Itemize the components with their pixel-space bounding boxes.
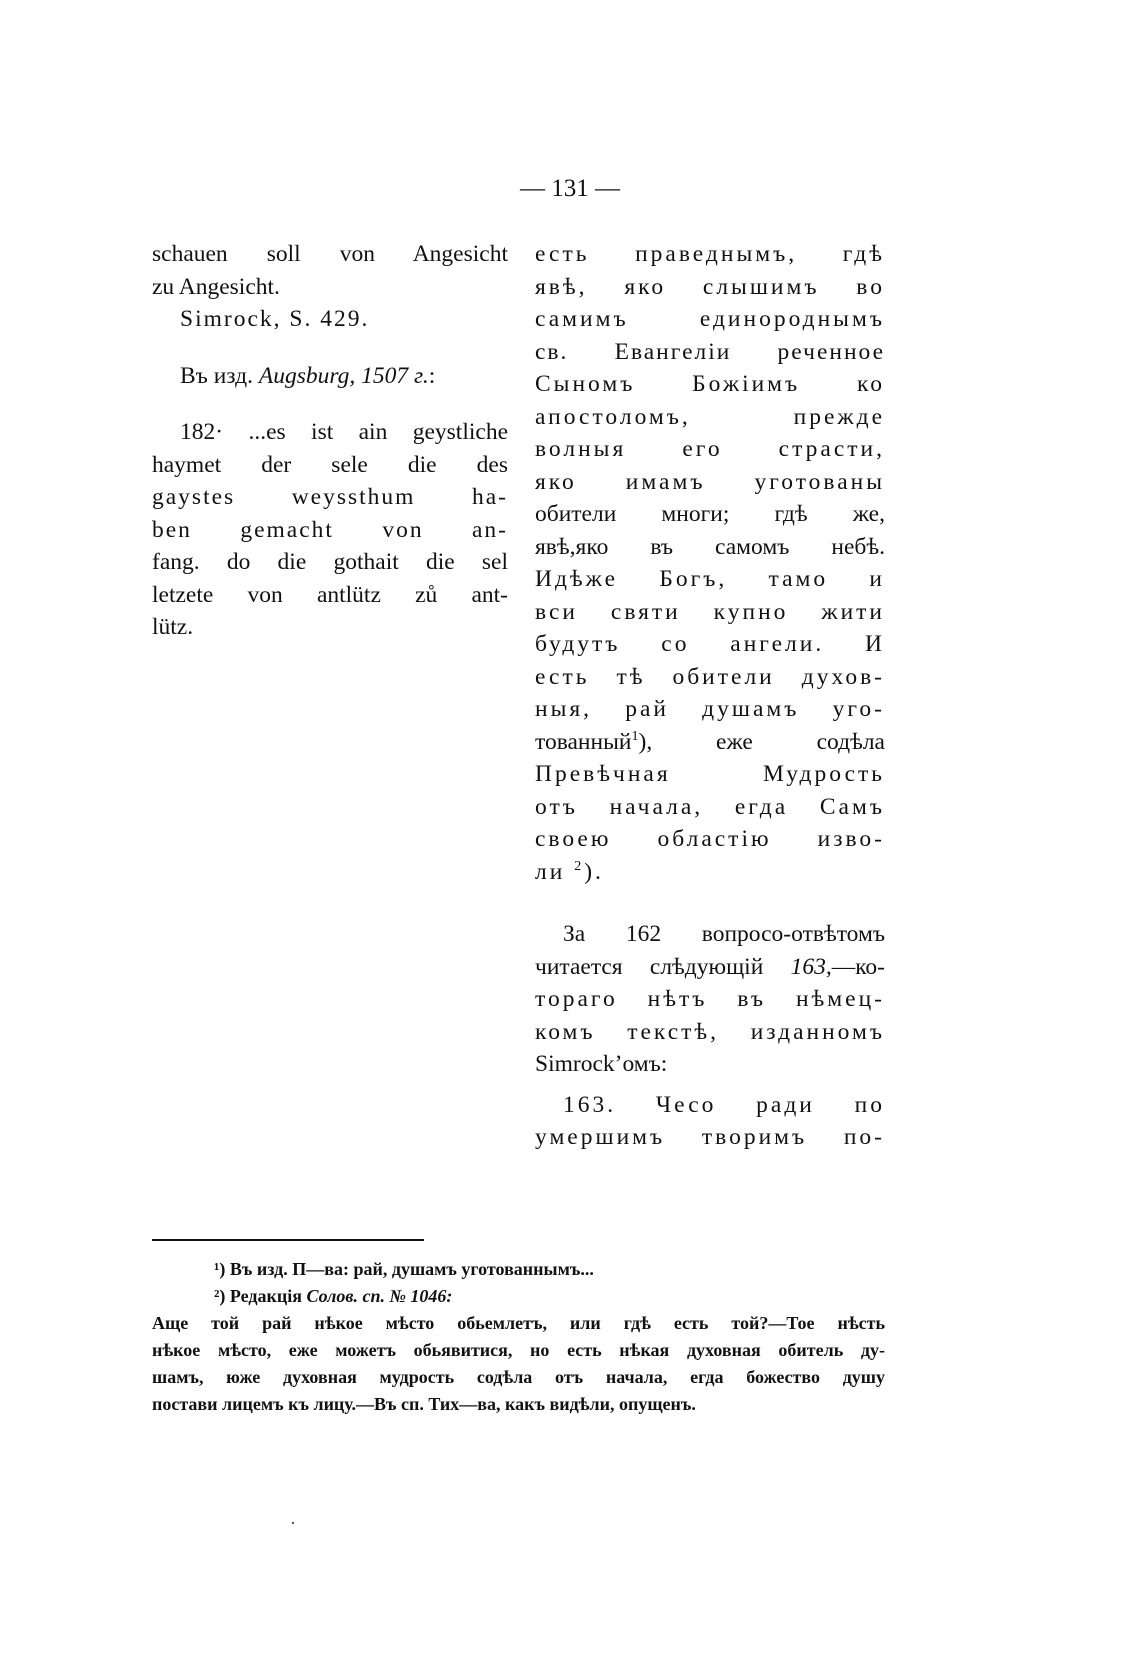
print-speck bbox=[292, 1522, 294, 1524]
footnote-body-line: нѣкое мѣсто, еже можетъ обьявитися, но есть нѣкая духовная обитель ду- bbox=[152, 1340, 885, 1360]
footnote-rule bbox=[152, 1239, 424, 1241]
text-line: волныя его страсти, bbox=[535, 436, 885, 462]
edition-heading bbox=[152, 360, 508, 393]
text-fragment: ), еже содѣла bbox=[638, 728, 885, 755]
footnote-marker: ¹) bbox=[214, 1259, 226, 1279]
left-column bbox=[152, 238, 508, 644]
citation-simrock: Simrock, S. 429. bbox=[180, 306, 370, 332]
text-line: явѣ,яко въ самомъ небѣ. bbox=[535, 533, 885, 560]
text-line: есть тѣ обители духов- bbox=[535, 663, 885, 690]
text-line: 182· ...es ist ain geystliche bbox=[180, 419, 508, 445]
text-line: Превѣчная Мудрость bbox=[535, 761, 885, 787]
footnote-body-line: Аще той рай нѣкое мѣсто обьемлетъ, или гдѣ есть той?—Тое нѣсть bbox=[152, 1313, 885, 1333]
text-line: явѣ, яко слышимъ во bbox=[535, 273, 885, 300]
right-column bbox=[535, 238, 885, 1154]
text-line: gaystes weyssthum ha- bbox=[152, 484, 508, 510]
footnote-text: Въ изд. П—ва: рай, душамъ уготованнымъ... bbox=[229, 1259, 594, 1279]
text-line: Идѣже Богъ, тамо и bbox=[535, 566, 885, 592]
edition-place: Augsburg, bbox=[258, 362, 356, 389]
edition-suffix: : bbox=[428, 362, 436, 389]
text-fragment: ). bbox=[584, 858, 604, 885]
edition-prefix: Въ изд. bbox=[180, 362, 259, 389]
text-line: 163. Чесо ради по bbox=[563, 1091, 885, 1118]
text-line: комъ текстѣ, изданномъ bbox=[535, 1018, 885, 1045]
text-line: своею областію изво- bbox=[535, 826, 885, 852]
text-line: Сыномъ Божіимъ ко bbox=[535, 371, 885, 397]
text-line: апостоломъ, прежде bbox=[535, 403, 885, 430]
text-line: умершимъ творимъ по- bbox=[535, 1124, 885, 1150]
question-number: 163, bbox=[790, 953, 832, 980]
text-line bbox=[535, 856, 885, 889]
text-line bbox=[535, 726, 885, 759]
text-line: fang. do die gothait die sel bbox=[152, 549, 508, 575]
text-fragment: —ко- bbox=[831, 953, 885, 980]
edition-suffix-letter: г. bbox=[414, 362, 429, 389]
text-line: есть праведнымъ, гдѣ bbox=[535, 241, 885, 267]
text-fragment: читается слѣдующій bbox=[535, 953, 791, 980]
text-line: lütz. bbox=[152, 614, 194, 640]
text-line: обители многи; гдѣ же, bbox=[535, 501, 885, 527]
text-line: letzete von antlütz zů ant- bbox=[152, 581, 508, 608]
text-line: haymet der sele die des bbox=[152, 451, 508, 478]
text-line: За 162 вопросо-отвѣтомъ bbox=[563, 921, 885, 947]
footnote-ref-1: 1 bbox=[631, 727, 639, 744]
footnote-marker: ²) bbox=[214, 1286, 226, 1306]
text-line: schauen soll von Angesicht bbox=[152, 241, 508, 267]
text-line bbox=[535, 951, 885, 984]
text-line: св. Евангеліи реченное bbox=[535, 338, 885, 365]
footnote-body-line: постави лицемъ къ лицу.—Въ сп. Тих—ва, какъ видѣли, опущенъ. bbox=[152, 1394, 696, 1414]
footnote-text: Редакція bbox=[229, 1286, 307, 1306]
footnote-2 bbox=[152, 1283, 885, 1310]
text-line: ныя, рай душамъ уго- bbox=[535, 696, 885, 722]
text-line: zu Angesicht. bbox=[152, 273, 280, 300]
footnote-1 bbox=[152, 1256, 885, 1283]
text-fragment: ли bbox=[535, 858, 575, 885]
text-fragment: тованный bbox=[535, 728, 632, 755]
edition-year: 1507 bbox=[361, 362, 409, 389]
footnotes bbox=[152, 1256, 885, 1418]
text-line: отъ начала, егда Самъ bbox=[535, 793, 885, 820]
text-line: тораго нѣтъ въ нѣмец- bbox=[535, 986, 885, 1012]
footnote-source: Солов. сп. № 1046: bbox=[306, 1286, 453, 1306]
text-line: яко имамъ уготованы bbox=[535, 468, 885, 495]
footnote-ref-2: 2 bbox=[574, 857, 585, 874]
text-line: Simrock’омъ: bbox=[535, 1051, 668, 1077]
text-line: самимъ единороднымъ bbox=[535, 306, 885, 332]
text-line: будутъ со ангели. И bbox=[535, 631, 885, 657]
text-line: ben gemacht von an- bbox=[152, 516, 508, 543]
text-line: вси святи купно жити bbox=[535, 598, 885, 625]
page-number: — 131 — bbox=[520, 175, 620, 202]
footnote-body-line: шамъ, юже духовная мудрость содѣла отъ начала, егда божество душу bbox=[152, 1367, 885, 1387]
